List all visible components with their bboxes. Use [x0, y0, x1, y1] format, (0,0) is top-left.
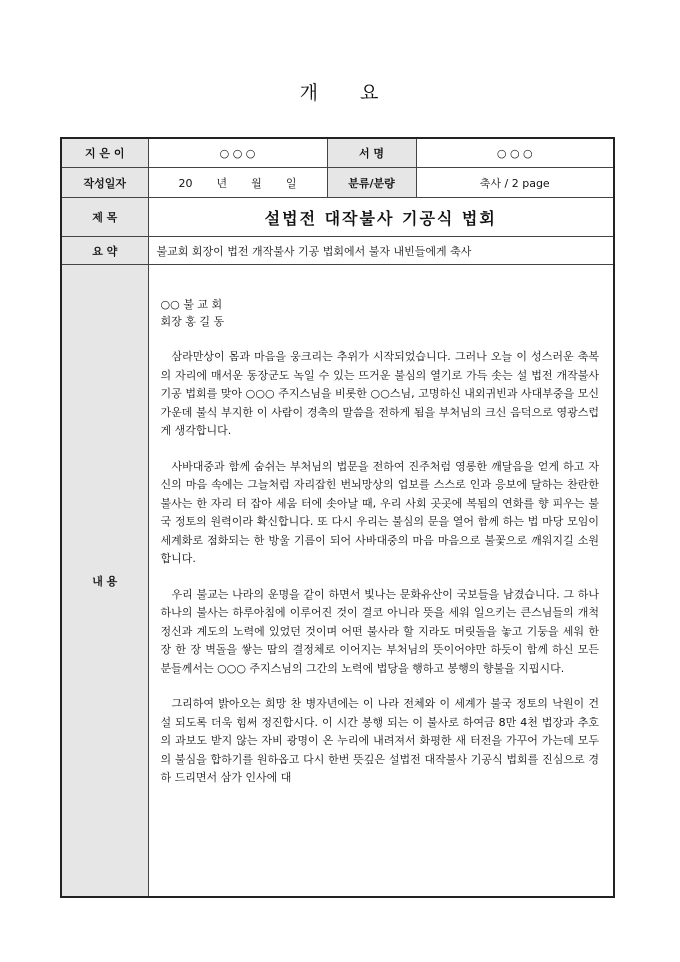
date-label: 작성일자: [61, 168, 148, 198]
summary-form: [60, 137, 615, 898]
content-org: ○○ 불 교 회: [160, 298, 223, 311]
date-month-unit: 월: [251, 176, 262, 190]
category-value: 축사 / 2 page: [416, 168, 614, 198]
subject-value: 설법전 대작불사 기공식 법회: [264, 208, 497, 228]
date-day-unit: 일: [285, 176, 297, 190]
subject-label: 제 목: [61, 198, 148, 237]
page-title: [0, 78, 680, 105]
content-paragraph: 사바대중과 함께 숨쉬는 부처님의 법문을 전하여 진주처럼 영롱한 깨달음을 얻게 하고 자신의 마음 속에는 그늘처럼 자리잡힌 번뇌망상의 업보를 스스로 인과 응보에 달하는 찬란한 불사는 한 자리 터 잡아 세움 터에 솟아날 때, 우리 사회 곳곳에 복됨의 연화를 향 피우는 불국 정토의 원력이라 확신합니다. 또 다시 우리는 불심의 문을 열어 함께 하는 법 마당 모임이 세계화로 점화되는 한 방울 기름이 되어 사바대중의 마음 마음으로 불꽃으로 깨워지길 소원합니다.: [160, 459, 599, 565]
summary-value: 불교회 회장이 법전 개작불사 기공 법회에서 불자 내빈들에게 축사: [148, 237, 614, 265]
author-value: ○ ○ ○: [148, 138, 327, 168]
author-label: 지 은 이: [61, 138, 148, 168]
subject-value-cell: [148, 198, 614, 237]
content-paragraph: 그리하여 밝아오는 희망 찬 병자년에는 이 나라 전체와 이 세계가 불국 정토의 낙원이 건설 되도록 더욱 힘써 정진합시다. 이 시간 봉행 되는 이 불사로 하여금 8만 4천 법장과 추호의 과보도 받지 않는 자비 광명이 온 누리에 내려져서 화평한 새 터전을 가꾸어 가는데 모두의 불심을 합하기를 원하옵고 다시 한번 뜻깊은 설법전 대작불사 기공식 법회를 진심으로 경하 드리면서 삼가 인사에 대: [160, 697, 599, 784]
author-row: [61, 138, 614, 168]
signature-label: 서 명: [327, 138, 416, 168]
date-row: [61, 168, 614, 198]
title-char-1: 개: [299, 82, 320, 104]
summary-row: [61, 237, 614, 265]
content-speaker: 회장 홍 길 동: [160, 315, 225, 328]
content-label: 내 용: [61, 265, 148, 898]
date-year: 20: [178, 176, 193, 190]
date-year-unit: 년: [216, 176, 228, 190]
category-label: 분류/분량: [327, 168, 416, 198]
title-char-2: 요: [360, 82, 381, 104]
content-body: [148, 265, 614, 898]
content-row: [61, 265, 614, 898]
date-value: [148, 168, 327, 198]
subject-row: [61, 198, 614, 237]
summary-label: 요 약: [61, 237, 148, 265]
content-paragraph: 우리 불교는 나라의 운명을 같이 하면서 빛나는 문화유산이 국보들을 남겼습니다. 그 하나 하나의 불사는 하루아침에 이루어진 것이 결코 아니라 뜻을 세워 일으키는 큰스님들의 개척정신과 계도의 노력에 있었던 것이며 어떤 불사라 할 지라도 머릿돌을 놓고 기둥을 세워 한 장 한 장 벽돌을 쌓는 땀의 결정체로 이어지는 부처님의 뜻이어야만 하듯이 함께 하신 모든 분들께서는 ○○○ 주지스님의 그간의 노력에 법당을 행하고 봉행의 향불을 지핍시다.: [160, 587, 599, 675]
signature-value: ○ ○ ○: [416, 138, 614, 168]
content-paragraph: 삼라만상이 몸과 마음을 웅크리는 추위가 시작되었습니다. 그러나 오늘 이 성스러운 축복의 자리에 매서운 동장군도 녹일 수 있는 뜨거운 불심의 열기로 가득 솟는 설 법전 개작불사 기공 법회를 맞아 ○○○ 주지스님을 비롯한 ○○스님, 고명하신 내외귀빈과 사대부중을 모신 가운데 불식 부지한 이 사람이 경축의 말씀을 전하게 됨을 부처님의 크신 음덕으로 영광스럽게 생각합니다.: [160, 350, 599, 437]
